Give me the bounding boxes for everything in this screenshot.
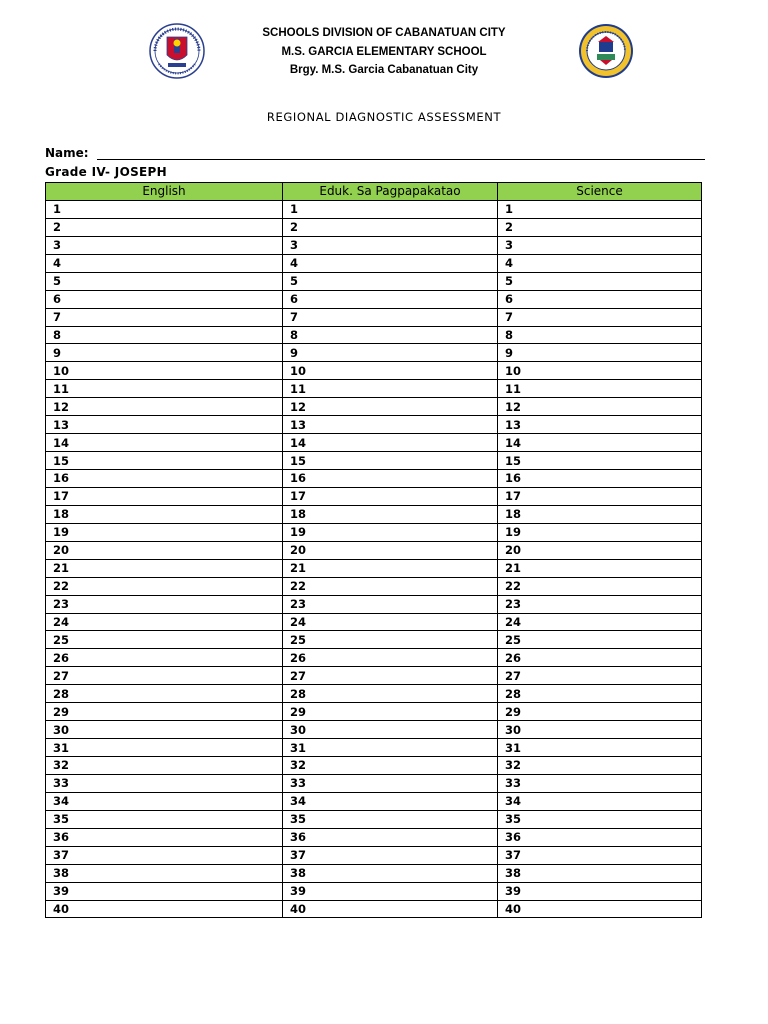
esp-item-cell[interactable]: 35: [283, 810, 498, 828]
english-item-cell[interactable]: 24: [46, 613, 283, 631]
english-item-cell[interactable]: 29: [46, 703, 283, 721]
science-item-cell[interactable]: 11: [498, 380, 702, 398]
science-item-cell[interactable]: 27: [498, 667, 702, 685]
english-item-cell[interactable]: 7: [46, 308, 283, 326]
table-row: [46, 703, 702, 721]
esp-item-cell[interactable]: 3: [283, 236, 498, 254]
esp-item-cell[interactable]: 5: [283, 272, 498, 290]
science-item-cell[interactable]: 1: [498, 200, 702, 218]
grade-section-label: Grade IV- JOSEPH: [45, 165, 167, 179]
science-item-cell[interactable]: 8: [498, 326, 702, 344]
science-item-cell[interactable]: 2: [498, 218, 702, 236]
school-address: Brgy. M.S. Garcia Cabanatuan City: [289, 64, 479, 76]
letterhead: [0, 22, 768, 82]
esp-item-cell[interactable]: 27: [283, 667, 498, 685]
table-row: [46, 380, 702, 398]
table-row: [46, 900, 702, 918]
table-row: [46, 613, 702, 631]
science-item-cell[interactable]: 32: [498, 757, 702, 775]
english-item-cell[interactable]: 22: [46, 577, 283, 595]
table-row: [46, 559, 702, 577]
english-item-cell[interactable]: 28: [46, 685, 283, 703]
english-item-cell[interactable]: 12: [46, 398, 283, 416]
esp-item-cell[interactable]: 38: [283, 864, 498, 882]
esp-item-cell[interactable]: 10: [283, 362, 498, 380]
english-item-cell[interactable]: 2: [46, 218, 283, 236]
english-item-cell[interactable]: 16: [46, 470, 283, 488]
science-item-cell[interactable]: 29: [498, 703, 702, 721]
science-item-cell[interactable]: 26: [498, 649, 702, 667]
science-item-cell[interactable]: 10: [498, 362, 702, 380]
english-item-cell[interactable]: 33: [46, 774, 283, 792]
esp-item-cell[interactable]: 33: [283, 774, 498, 792]
science-item-cell[interactable]: 19: [498, 523, 702, 541]
table-row: [46, 236, 702, 254]
table-row: [46, 505, 702, 523]
esp-item-cell[interactable]: 24: [283, 613, 498, 631]
column-header-english: English: [46, 183, 283, 201]
table-row: [46, 846, 702, 864]
table-row: [46, 362, 702, 380]
english-item-cell[interactable]: 11: [46, 380, 283, 398]
table-row: [46, 541, 702, 559]
english-item-cell[interactable]: 23: [46, 595, 283, 613]
esp-item-cell[interactable]: 7: [283, 308, 498, 326]
science-item-cell[interactable]: 38: [498, 864, 702, 882]
science-item-cell[interactable]: 28: [498, 685, 702, 703]
science-item-cell[interactable]: 37: [498, 846, 702, 864]
english-item-cell[interactable]: 39: [46, 882, 283, 900]
esp-item-cell[interactable]: 13: [283, 416, 498, 434]
esp-item-cell[interactable]: 14: [283, 434, 498, 452]
english-item-cell[interactable]: 19: [46, 523, 283, 541]
science-item-cell[interactable]: 34: [498, 792, 702, 810]
esp-item-cell[interactable]: 6: [283, 290, 498, 308]
table-header-row: [46, 183, 702, 201]
english-item-cell[interactable]: 31: [46, 739, 283, 757]
science-item-cell[interactable]: 4: [498, 254, 702, 272]
english-item-cell[interactable]: 36: [46, 828, 283, 846]
esp-item-cell[interactable]: 15: [283, 452, 498, 470]
english-item-cell[interactable]: 3: [46, 236, 283, 254]
table-row: [46, 667, 702, 685]
table-row: [46, 828, 702, 846]
english-item-cell[interactable]: 38: [46, 864, 283, 882]
science-item-cell[interactable]: 24: [498, 613, 702, 631]
school-seal-icon: [570, 22, 642, 80]
science-item-cell[interactable]: 5: [498, 272, 702, 290]
table-row: [46, 685, 702, 703]
english-item-cell[interactable]: 13: [46, 416, 283, 434]
science-item-cell[interactable]: 17: [498, 487, 702, 505]
esp-item-cell[interactable]: 30: [283, 721, 498, 739]
table-row: [46, 254, 702, 272]
table-row: [46, 218, 702, 236]
esp-item-cell[interactable]: 26: [283, 649, 498, 667]
science-item-cell[interactable]: 35: [498, 810, 702, 828]
esp-item-cell[interactable]: 12: [283, 398, 498, 416]
science-item-cell[interactable]: 3: [498, 236, 702, 254]
table-row: [46, 577, 702, 595]
esp-item-cell[interactable]: 40: [283, 900, 498, 918]
esp-item-cell[interactable]: 9: [283, 344, 498, 362]
science-item-cell[interactable]: 36: [498, 828, 702, 846]
table-row: [46, 649, 702, 667]
esp-item-cell[interactable]: 34: [283, 792, 498, 810]
english-item-cell[interactable]: 15: [46, 452, 283, 470]
column-header-science: Science: [498, 183, 702, 201]
esp-item-cell[interactable]: 20: [283, 541, 498, 559]
esp-item-cell[interactable]: 17: [283, 487, 498, 505]
table-row: [46, 631, 702, 649]
table-row: [46, 308, 702, 326]
science-item-cell[interactable]: 14: [498, 434, 702, 452]
table-row: [46, 326, 702, 344]
english-item-cell[interactable]: 8: [46, 326, 283, 344]
esp-item-cell[interactable]: 23: [283, 595, 498, 613]
esp-item-cell[interactable]: 22: [283, 577, 498, 595]
table-row: [46, 290, 702, 308]
science-item-cell[interactable]: 21: [498, 559, 702, 577]
science-item-cell[interactable]: 7: [498, 308, 702, 326]
science-item-cell[interactable]: 30: [498, 721, 702, 739]
english-item-cell[interactable]: 25: [46, 631, 283, 649]
english-item-cell[interactable]: 9: [46, 344, 283, 362]
table-row: [46, 757, 702, 775]
table-row: [46, 272, 702, 290]
esp-item-cell[interactable]: 1: [283, 200, 498, 218]
english-item-cell[interactable]: 34: [46, 792, 283, 810]
science-item-cell[interactable]: 13: [498, 416, 702, 434]
english-item-cell[interactable]: 37: [46, 846, 283, 864]
esp-item-cell[interactable]: 21: [283, 559, 498, 577]
science-item-cell[interactable]: 15: [498, 452, 702, 470]
english-item-cell[interactable]: 32: [46, 757, 283, 775]
table-row: [46, 810, 702, 828]
science-item-cell[interactable]: 23: [498, 595, 702, 613]
table-row: [46, 739, 702, 757]
table-row: [46, 452, 702, 470]
table-row: [46, 774, 702, 792]
esp-item-cell[interactable]: 31: [283, 739, 498, 757]
science-item-cell[interactable]: 18: [498, 505, 702, 523]
table-row: [46, 882, 702, 900]
answer-sheet-table: [45, 182, 702, 918]
esp-item-cell[interactable]: 8: [283, 326, 498, 344]
school-name: M.S. GARCIA ELEMENTARY SCHOOL: [281, 45, 487, 58]
science-item-cell[interactable]: 16: [498, 470, 702, 488]
science-item-cell[interactable]: 9: [498, 344, 702, 362]
esp-item-cell[interactable]: 32: [283, 757, 498, 775]
table-row: [46, 721, 702, 739]
english-item-cell[interactable]: 17: [46, 487, 283, 505]
esp-item-cell[interactable]: 18: [283, 505, 498, 523]
esp-item-cell[interactable]: 16: [283, 470, 498, 488]
table-row: [46, 434, 702, 452]
english-item-cell[interactable]: 4: [46, 254, 283, 272]
school-info: [200, 24, 568, 80]
name-field: [45, 146, 705, 162]
english-item-cell[interactable]: 21: [46, 559, 283, 577]
english-item-cell[interactable]: 1: [46, 200, 283, 218]
table-row: [46, 864, 702, 882]
table-row: [46, 487, 702, 505]
science-item-cell[interactable]: 25: [498, 631, 702, 649]
esp-item-cell[interactable]: 29: [283, 703, 498, 721]
column-header-esp: Eduk. Sa Pagpapakatao: [283, 183, 498, 201]
english-item-cell[interactable]: 14: [46, 434, 283, 452]
english-item-cell[interactable]: 30: [46, 721, 283, 739]
document-title: REGIONAL DIAGNOSTIC ASSESSMENT: [266, 110, 502, 124]
esp-item-cell[interactable]: 39: [283, 882, 498, 900]
division-name: SCHOOLS DIVISION OF CABANATUAN CITY: [262, 27, 506, 39]
table-row: [46, 792, 702, 810]
science-item-cell[interactable]: 12: [498, 398, 702, 416]
english-item-cell[interactable]: 40: [46, 900, 283, 918]
english-item-cell[interactable]: 20: [46, 541, 283, 559]
english-item-cell[interactable]: 18: [46, 505, 283, 523]
table-row: [46, 470, 702, 488]
science-item-cell[interactable]: 40: [498, 900, 702, 918]
name-label: Name:: [45, 146, 89, 160]
science-item-cell[interactable]: 20: [498, 541, 702, 559]
table-row: [46, 416, 702, 434]
science-item-cell[interactable]: 31: [498, 739, 702, 757]
science-item-cell[interactable]: 6: [498, 290, 702, 308]
name-underline: [97, 159, 705, 160]
esp-item-cell[interactable]: 37: [283, 846, 498, 864]
science-item-cell[interactable]: 39: [498, 882, 702, 900]
english-item-cell[interactable]: 35: [46, 810, 283, 828]
table-row: [46, 595, 702, 613]
english-item-cell[interactable]: 10: [46, 362, 283, 380]
esp-item-cell[interactable]: 2: [283, 218, 498, 236]
table-row: [46, 523, 702, 541]
table-row: [46, 398, 702, 416]
esp-item-cell[interactable]: 4: [283, 254, 498, 272]
english-item-cell[interactable]: 6: [46, 290, 283, 308]
esp-item-cell[interactable]: 25: [283, 631, 498, 649]
table-row: [46, 344, 702, 362]
esp-item-cell[interactable]: 19: [283, 523, 498, 541]
esp-item-cell[interactable]: 28: [283, 685, 498, 703]
esp-item-cell[interactable]: 36: [283, 828, 498, 846]
english-item-cell[interactable]: 27: [46, 667, 283, 685]
science-item-cell[interactable]: 33: [498, 774, 702, 792]
table-row: [46, 200, 702, 218]
esp-item-cell[interactable]: 11: [283, 380, 498, 398]
science-item-cell[interactable]: 22: [498, 577, 702, 595]
english-item-cell[interactable]: 26: [46, 649, 283, 667]
english-item-cell[interactable]: 5: [46, 272, 283, 290]
